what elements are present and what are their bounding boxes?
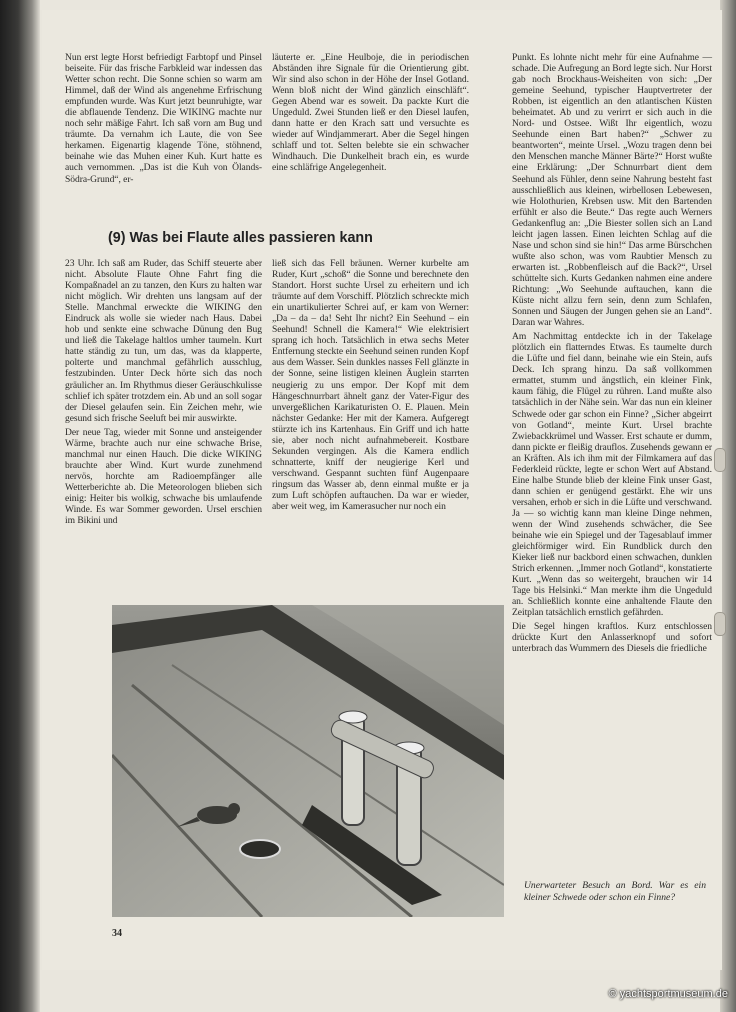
watermark: © yachtsportmuseum.de [608, 988, 728, 1000]
section-heading: (9) Was bei Flaute alles passieren kann [108, 230, 373, 246]
column-2-lower [272, 258, 469, 515]
paragraph: ließ sich das Fell bräunen. Werner kurbelte am Ruder, Kurt „schoß“ die Sonne und berechnete den Standort. Horst suchte Ursel zu erheitern und ich träumte auf dem Vorschiff. Plötzlich schreckte mich ein unartikulierter Schrei auf, er kam von Werner: „Da – da – da! Seht Ihr nicht? Ein Seehund – ein Seehund! Schnell die Kamera!“ Wie elektrisiert sprang ich hoch. Tatsächlich in etwa sechs Meter Entfernung steckte ein Seehund seinen runden Kopf aus dem Wasser. Sein dunkles nasses Fell glänzte in der Sonne, seine listigen kleinen Äuglein starrten neugierig zu uns empor. Der Kopf mit dem Hängeschnurrbart ähnelt ganz der Vater-Figur des unvergeßlichen Karikaturisten O. E. Plauen. Mein nächster Gedanke: Her mit der Kamera. Aufgeregt stürzte ich ins Kartenhaus. Ein Griff und ich hatte sie, aber noch nicht aufnahmebereit. Kostbare Sekunden vergingen. Als die Kamera endlich schnatterte, kniff der neugierige Kerl und verschwand. Gespannt suchten fünf Augenpaare ringsum das Wasser ab, denn einmal mußte er ja zum Luft schöpfen auftauchen. Da war er wieder, aber weit weg, im Kamerasucher nur noch ein [272, 258, 469, 513]
paragraph: Nun erst legte Horst befriedigt Farbtopf und Pinsel beiseite. Für das frische Farbkleid war indessen das Wetter schon recht. Die Sonne schien so warm am Himmel, daß der Wind als angenehme Erfrischung empfunden wurde. Was Kurt jetzt beunruhigte, war die abflauende Tendenz. Die WIKING machte nur noch sehr mäßige Fahrt. Ich saß vorn am Bug und träumte. Da vernahm ich Laute, die von See herkamen. Eigenartig klagende Töne, stöhnend, beinahe wie das Muhen einer Kuh. Kurt hatte es auch vernommen. „Das ist die Kuh von Ölands-Södra-Grund“, er- [65, 52, 262, 185]
column-2-top [272, 52, 469, 177]
binder-hole [714, 448, 726, 472]
paragraph: Am Nachmittag entdeckte ich in der Takelage plötzlich ein flatterndes Etwas. Es taumelte durch die Lüfte und fiel dann, beinahe wie ein Stein, aufs Deck. Ich sprang hinzu. Da saß vollkommen ermattet, stumm und ängstlich, ein kleiner Fink, kaum fähig, die Flügel zu rühren. Land mußte also tatsächlich in der Nähe sein. War das nun ein kleiner Schwede oder gar schon ein Finne? „Sicher abgeirrt von Gotland“, meinte Kurt. Ursel brachte Zwiebackkrümel und Wasser. Erst schaute er dumm, dann pickte er fleißig drauflos. Zusehends gewann er an Kräften. Als ich ihm mit der Filmkamera auf das Federkleid rückte, legte er schon Wert auf Abstand. Eine halbe Stunde blieb der kleine Fink unser Gast, dann schien er genügend gestärkt. Ehe wir uns versahen, erhob er sich in die Lüfte und verschwand. Ja — so wichtig kann man kleine Dinge nehmen, wenn der Wind zusehends schwächer, die See beinahe wie ein Spiegel und der Tagesablauf immer gleichförmiger wird. Ein Rundblick durch den Kieker ließ nur backbord einen schwachen, dunklen Strich erkennen. „Immer noch Gotland“, konstatierte Kurt. „Wenn das so weitergeht, brauchen wir 14 Tage bis Helsinki.“ Man merkte ihm die Ungeduld an. Schließlich konnte eine anhaltende Flaute den Zeitplan tatsächlich ernstlich gefährden. [512, 331, 712, 619]
paragraph: läuterte er. „Eine Heulboje, die in periodischen Abständen ihre Signale für die Orientierung gibt. Wir sind also schon in der Höhe der Insel Gotland. Wenn bloß nicht der Wind gänzlich einschläft“. Gegen Abend war es soweit. Da packte Kurt die Ungeduld. Zwei Stunden ließ er den Diesel laufen, dann hatte er den Krach satt und versuchte es wieder auf Windjammerart. Aber die Segel hingen schlaff und tot. Selten belebte sie ein schwacher Windhauch. Die Dunkelheit brach ein, es wurde eine schläfrige Angelegenheit. [272, 52, 469, 174]
column-3 [512, 52, 712, 658]
paragraph: Der neue Tag, wieder mit Sonne und ansteigender Wärme, brachte auch nur eine schwache Brise, manchmal nur einen Hauch. Die dicke WIKING brauchte aber Wind. Kurt wurde zunehmend nervös, horchte am Radioempfänger alle Wetterberichte ab. Die Meteorologen blieben sich einig: Heiter bis wolkig, schwache bis umlaufende Winde. Es war Sommer geworden. Ursel erschien im Bikini und [65, 426, 262, 527]
paragraph: Punkt. Es lohnte nicht mehr für eine Aufnahme — schade. Die Aufregung an Bord legte sich. Nur Horst gab noch Brockhaus-Weisheiten von sich: „Der gemeine Seehund, typischer Hauptvertreter der Robben, ist eigentlich an den atlantischen Küsten beheimatet. Ab und zu verirrt er sich auch in die Nord- und Ostsee. Wißt Ihr eigentlich, wozu Seehunde einen Bart haben?“ „Schwer zu beantworten“, meinte Ursel. „Wozu tragen denn bei den Menschen manche Männer Bärte?“ Horst wußte eine Erklärung: „Der Schnurrbart dient dem Seehund als Fühler, denn seine Nahrung besteht fast ausschließlich aus kleinen, wirbellosen Lebewesen, wie Holothurien, Krebsen usw. Mit den Bartenden erfühlt er also die Beute.“ Das regte auch Werners Gedankenflug an: „Die Biester sollen sich an Land leicht jagen lassen. Einen leichten Schlag auf die Nase und schon sind sie hin!“ Das arme Bürschchen wußte also schon, was vom Raubtier Mensch zu erwarten ist. „Robbenfleisch auf die Back?“, Ursel schüttelte sich. Kurts Gedanken nahmen eine andere Richtung: „Wo Seehunde auftauchen, kann die Küste nicht allzu fern sein, denn zum Schlafen, Sonnen und Säugen der Jungen gehen sie an Land“. Daran war Wahres. [512, 52, 713, 329]
column-1-lower [65, 258, 262, 529]
column-1-top [65, 52, 262, 188]
scan-edge-right [720, 0, 736, 1012]
deck-photo-illustration [112, 605, 504, 917]
scan-binding-shadow [0, 0, 40, 1012]
photo-caption: Unerwarteter Besuch an Bord. War es ein kleiner Schwede oder schon ein Finne? [524, 880, 706, 903]
binder-hole [714, 612, 726, 636]
page-number: 34 [112, 928, 122, 939]
photo-bird-on-deck [112, 605, 504, 917]
paragraph: 23 Uhr. Ich saß am Ruder, das Schiff steuerte aber nicht. Absolute Flaute Ohne Fahrt fing die Kompaßnadel an zu tanzen, den Kurs zu halten war nicht möglich. Wir drehten uns langsam auf der Stelle. Manchmal erweckte die WIKING den Eindruck als wolle sie wieder nach Haus. Dabei hob und senkte eine schwache Dünung den Bug und ließ die Takelage haltlos umher taumeln. Kurt hatte ständig zu tun, um das, was da klapperte, polterte und manchmal gefährlich ausschlug, festzubinden. Unter Deck hörte sich das noch gräulicher an. Im Rhythmus dieser Geräuschkulisse schlief ich später trotzdem ein. Ab und an soll sogar der Diesel gelaufen sein. Ein Zeichen mehr, wie gesund sich frische Seeluft bei mir auswirkte. [65, 258, 262, 424]
paragraph: Die Segel hingen kraftlos. Kurz entschlossen drückte Kurt den Anlasserknopf und sofort unterbrach das Wummern des Diesels die friedliche [512, 621, 712, 655]
